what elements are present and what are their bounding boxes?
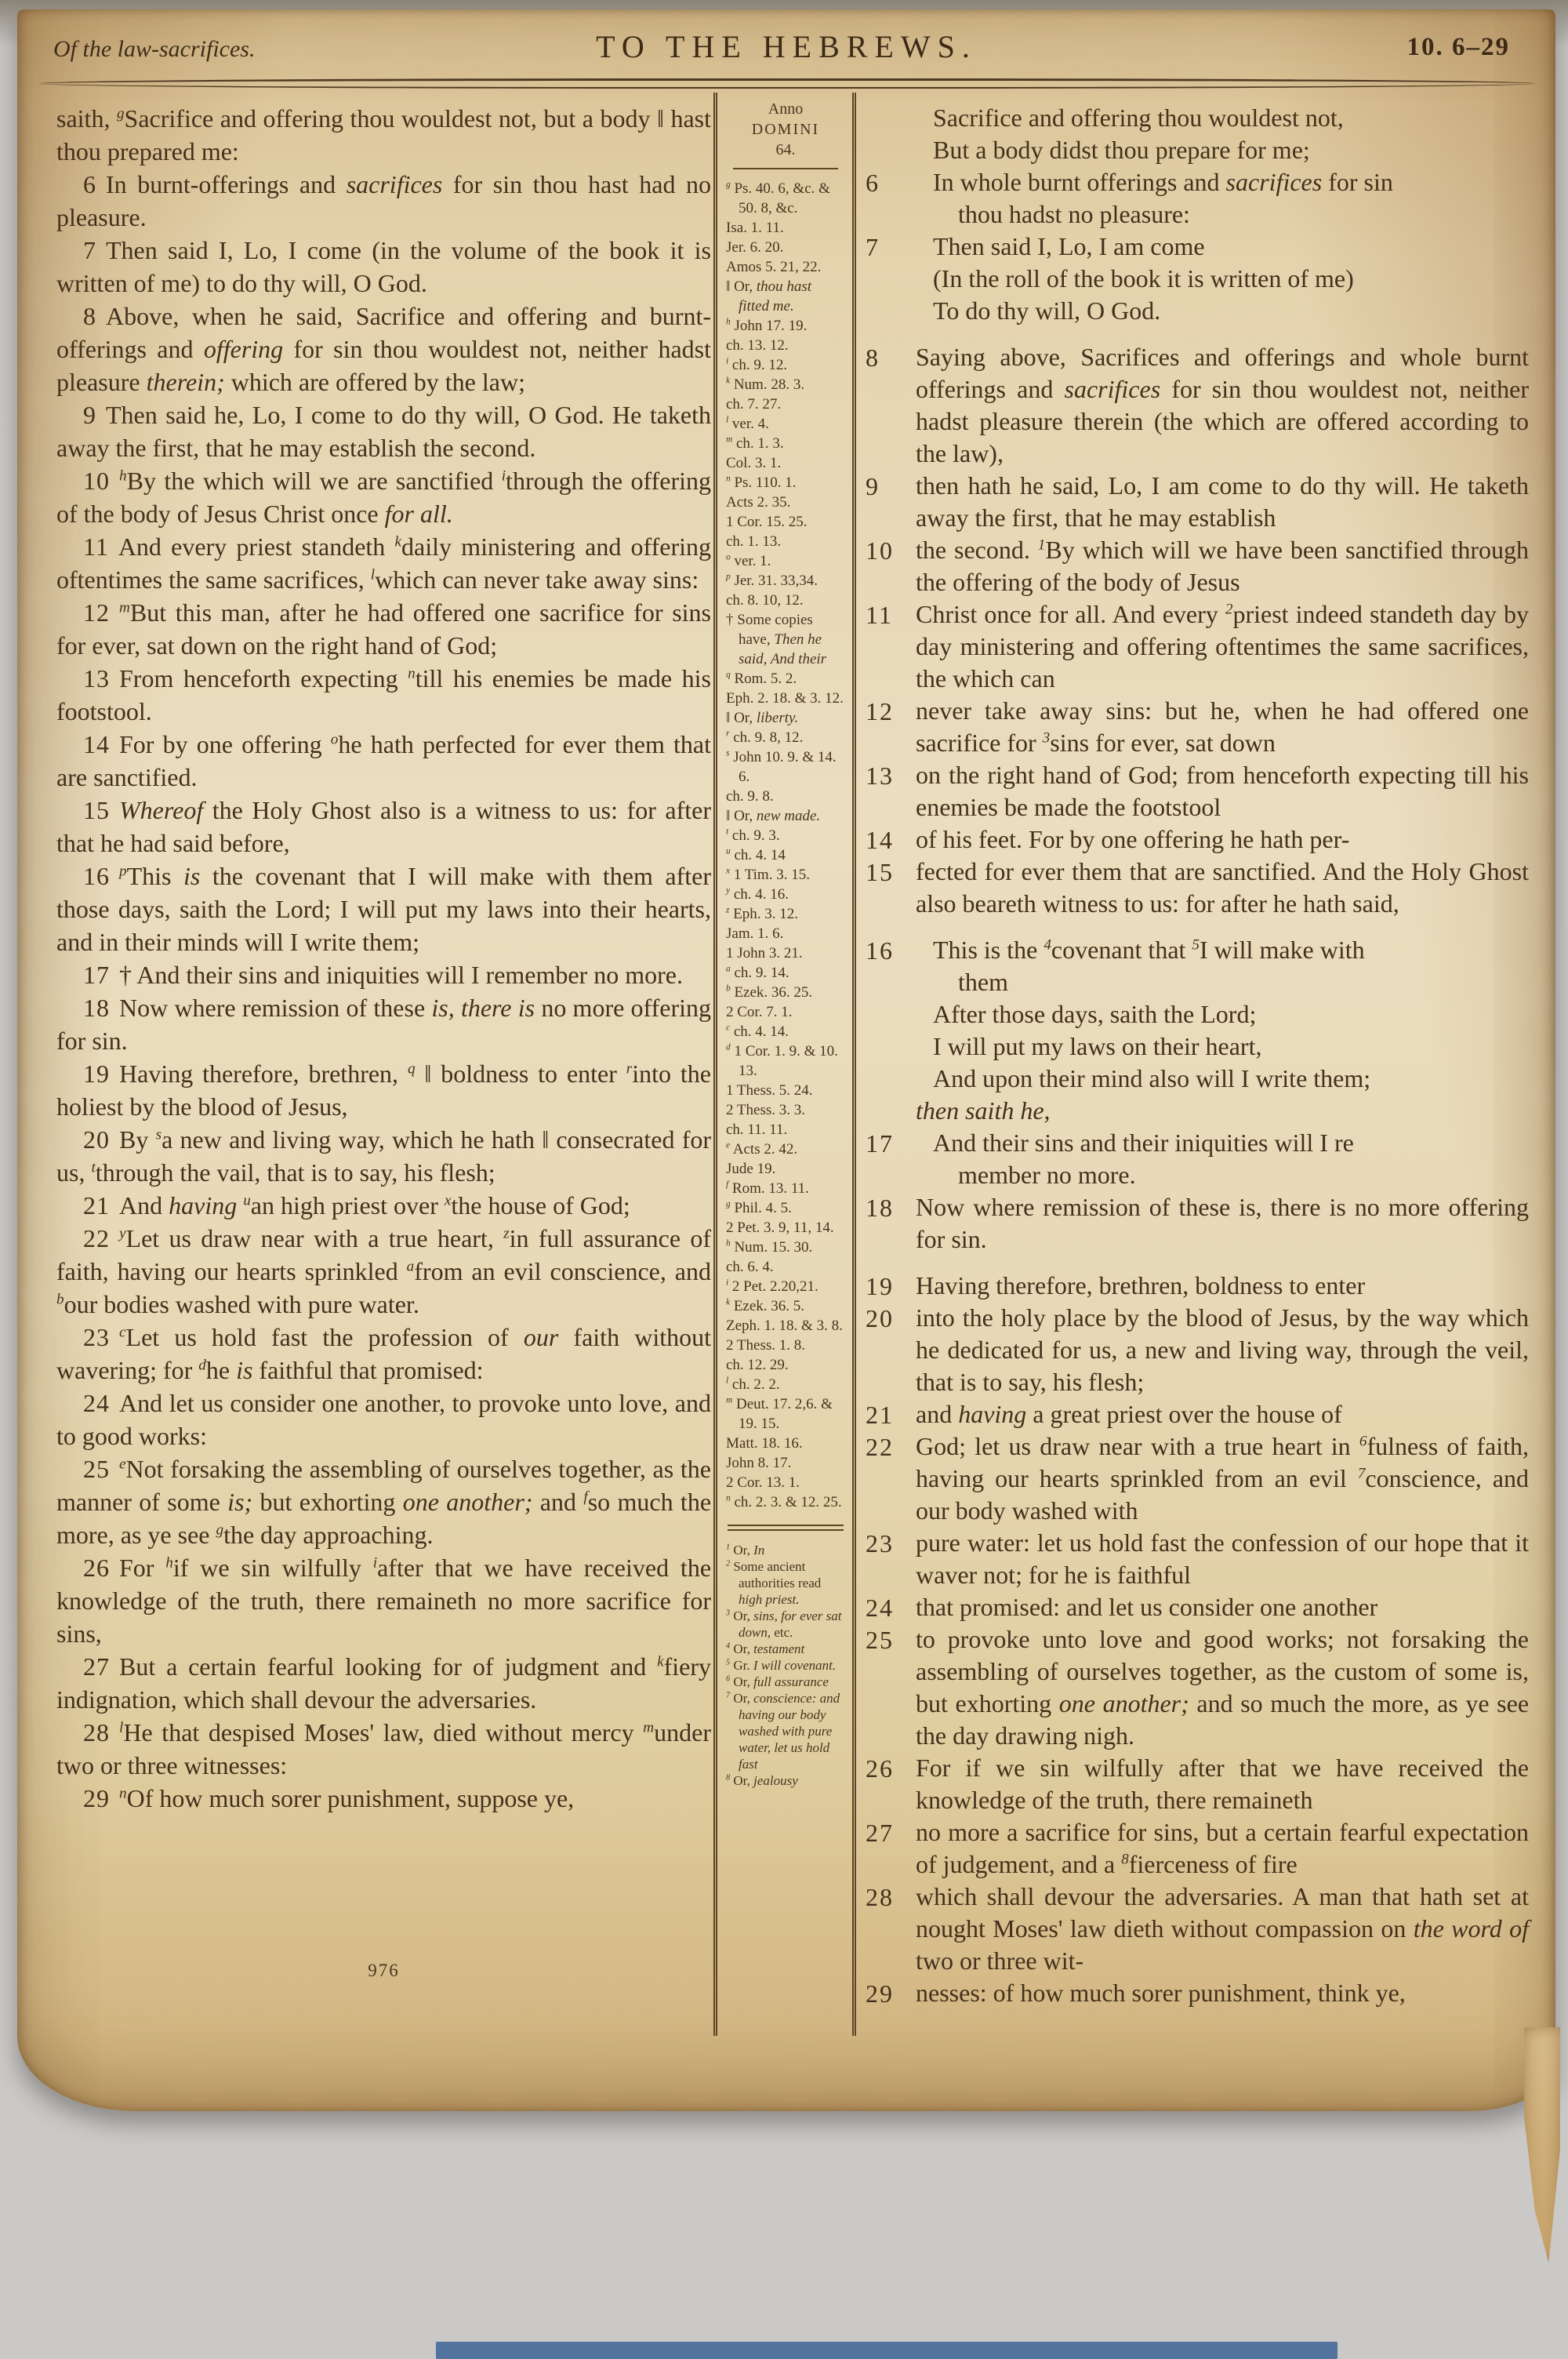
verse-text: nesses: of how much sorer punishment, think ye,: [916, 1979, 1406, 2007]
verse-paragraph: [56, 1782, 711, 1815]
verse-text: Now where remission of these is, there is no more offering for sin.: [56, 994, 712, 1055]
note-item: $^2$ Some ancient authorities read high priest.: [726, 1559, 822, 1607]
reference-item: $^s$ John 10. 9. & 14. 6.: [726, 748, 837, 785]
verse-text: Then said I, Lo, I come (in the volume of the book it is written of me) to do thy will, O God.: [56, 236, 711, 297]
verse-paragraph: [866, 823, 1529, 856]
reference-item: $^o$ ver. 1.: [726, 552, 771, 569]
reference-item: $^h$ Num. 15. 30.: [726, 1238, 813, 1256]
page-tear-edge: [1524, 2027, 1560, 2263]
note-item: $^1$ Or, In: [726, 1543, 765, 1558]
verse-number: 25: [866, 1626, 894, 1654]
reference-item: $^y$ ch. 4. 16.: [726, 885, 789, 903]
anno-rule: [733, 168, 838, 169]
verse-paragraph: [56, 1189, 711, 1222]
verse-text: $^y$Let us draw near with a true heart, $^z$in full assurance of faith, having our hearts sprinkled $^a$from an evil conscience, and $^b$our bodies washed with pure water.: [56, 1224, 712, 1318]
verse-number: 29: [866, 1979, 894, 2008]
reference-item: ch. 11. 11.: [726, 1121, 788, 1138]
verse-number: 24: [866, 1594, 894, 1622]
reference-item: 1 Cor. 15. 25.: [726, 514, 808, 530]
reference-item: ‖ Or, thou hast fitted me.: [726, 278, 812, 314]
reference-item: Eph. 2. 18. & 3. 12.: [726, 690, 844, 707]
verse-text: $^n$Of how much sorer punishment, suppose ye,: [119, 1784, 575, 1812]
reference-item: $^l$ ch. 2. 2.: [726, 1376, 780, 1393]
verse-line: thou hadst no pleasure:: [933, 200, 1190, 228]
verse-number: 12: [866, 697, 894, 725]
reference-item: $^f$ Rom. 13. 11.: [726, 1180, 809, 1197]
notes-list: [726, 1542, 845, 1789]
anno-line: DOMINI: [751, 121, 820, 138]
verse-line: And their sins and their iniquities will I re: [933, 1129, 1354, 1157]
verse-text: $^c$Let us hold fast the profession of our faith without wavering; for $^d$he is faithful that promised:: [56, 1323, 712, 1384]
reference-item: ch. 12. 29.: [726, 1357, 789, 1373]
verse-number: 21: [866, 1401, 894, 1429]
verse-text: which shall devour the adversaries. A man that hath set at nought Moses' law dieth without compassion on the word of two or three wit-: [916, 1882, 1530, 1975]
notes-separator: [728, 1525, 844, 1531]
reference-item: Matt. 18. 16.: [726, 1435, 803, 1452]
verse-paragraph: [56, 168, 711, 234]
verse-text: Then said he, Lo, I come to do thy will, O God. He taketh away the first, that he may establish the second.: [56, 401, 711, 462]
reference-item: $^m$ Deut. 17. 2,6. & 19. 15.: [726, 1395, 833, 1432]
verse-text: For $^h$if we sin wilfully $^i$after that we have received the knowledge of the truth, there remaineth no more sacrifice for sins,: [56, 1554, 712, 1648]
verse-paragraph: [866, 695, 1529, 759]
verse-paragraph: [866, 231, 1529, 327]
verse-number: 27: [83, 1652, 110, 1681]
verse-number: 18: [866, 1194, 894, 1222]
reference-item: ch. 13. 12.: [726, 337, 789, 354]
verse-text: But a certain fearful looking for of judgment and $^k$fiery indignation, which shall devour the adversaries.: [56, 1652, 711, 1714]
verse-paragraph: [56, 1650, 711, 1716]
verse-text: For if we sin wilfully after that we have received the knowledge of the truth, there remaineth: [916, 1754, 1529, 1814]
note-item: $^3$ Or, sins, for ever sat down, etc.: [726, 1608, 842, 1640]
verse-number: 9: [83, 401, 96, 429]
verse-line: I will put my laws on their heart,: [933, 1032, 1262, 1060]
header-chapter-range: 10. 6–29: [1406, 33, 1510, 61]
verse-text: pure water: let us hold fast the confession of our hope that it waver not; for he is faithful: [916, 1528, 1529, 1589]
verse-text: $^h$By the which will we are sanctified $^i$through the offering of the body of Jesus Christ once for all.: [56, 467, 712, 528]
verse-paragraph: [56, 1123, 711, 1189]
reference-item: † Some copies have, Then he said, And their: [726, 612, 827, 667]
verse-text: $^e$Not forsaking the assembling of ourselves together, as the manner of some is; but exhorting one another; and $^f$so much the more, as ye see $^g$the day approaching.: [56, 1455, 712, 1549]
verse-text: By $^s$a new and living way, which he hath ‖ consecrated for us, $^t$through the vail, that is to say, his flesh;: [56, 1125, 711, 1187]
verse-paragraph: [866, 1398, 1529, 1430]
verse-number: 15: [83, 796, 110, 824]
verse-text: of his feet. For by one offering he hath per-: [916, 825, 1350, 853]
verse-number: 16: [83, 862, 110, 890]
verse-number: 23: [83, 1323, 110, 1351]
reference-item: $^q$ Rom. 5. 2.: [726, 670, 797, 687]
verse-number: 13: [83, 664, 110, 692]
reference-item: ch. 9. 8.: [726, 788, 774, 805]
reference-item: 2 Thess. 1. 8.: [726, 1337, 805, 1354]
verse-number: 26: [83, 1554, 110, 1582]
verse-paragraph: [866, 1127, 1529, 1191]
reference-item: $^d$ 1 Cor. 1. 9. & 10. 13.: [726, 1042, 838, 1079]
verse-text: $^p$This is the covenant that I will make with them after those days, saith the Lord; I will put my laws into their hearts, and in their minds will I write them;: [56, 862, 712, 956]
reference-item: ch. 1. 13.: [726, 533, 782, 550]
verse-number: 27: [866, 1819, 894, 1847]
verse-paragraph: [56, 991, 711, 1057]
reference-item: $^u$ ch. 4. 14: [726, 846, 786, 863]
verse-number: 29: [83, 1784, 110, 1812]
verse-number: 9: [866, 472, 880, 500]
verse-text: fected for ever them that are sanctified. And the Holy Ghost also beareth witness to us: for after he hath said,: [916, 857, 1529, 918]
verse-paragraph: [866, 856, 1529, 920]
verse-text: into the holy place by the blood of Jesus, by the way which he dedicated for us, a new and living way, through the veil, that is to say, his flesh;: [916, 1303, 1529, 1396]
verse-number: 8: [866, 343, 880, 372]
reference-item: $^r$ ch. 9. 8, 12.: [726, 729, 804, 746]
verse-text: and having a great priest over the house of: [916, 1400, 1342, 1428]
reference-item: Acts 2. 35.: [726, 494, 791, 511]
references-list: [726, 179, 845, 1512]
scanner-blue-strip: [436, 2342, 1338, 2359]
verse-number: 28: [83, 1718, 110, 1747]
margin-column: [713, 93, 856, 2036]
reference-item: $^c$ ch. 4. 14.: [726, 1023, 789, 1040]
note-item: $^7$ Or, conscience: and having our body washed with pure water, let us hold fast: [726, 1691, 840, 1772]
verse-paragraph: [56, 464, 711, 530]
verse-line: Then said I, Lo, I am come: [933, 232, 1205, 260]
verse-number: 8: [83, 302, 96, 330]
verse-number: 20: [83, 1125, 110, 1154]
reference-item: 1 Thess. 5. 24.: [726, 1082, 813, 1099]
verse-paragraph: [56, 1387, 711, 1452]
note-item: $^6$ Or, full assurance: [726, 1674, 829, 1689]
verse-paragraph: [56, 102, 711, 168]
reference-item: ch. 7. 27.: [726, 396, 782, 413]
verse-text: And having $^u$an high priest over $^x$the house of God;: [119, 1191, 630, 1219]
verse-line: And upon their mind also will I write them;: [933, 1064, 1371, 1092]
reference-item: $^t$ ch. 9. 3.: [726, 827, 780, 844]
verse-number: 21: [83, 1191, 110, 1219]
verse-paragraph: [56, 794, 711, 860]
verse-text: And let us consider one another, to provoke unto love, and to good works:: [56, 1389, 711, 1450]
anno-line: Anno: [768, 100, 804, 118]
verse-number: 26: [866, 1754, 894, 1783]
book-page: [17, 9, 1555, 2111]
reference-item: $^b$ Ezek. 36. 25.: [726, 983, 813, 1001]
verse-paragraph: [866, 934, 1529, 1095]
verse-paragraph: [866, 1095, 1529, 1127]
verse-text: then hath he said, Lo, I am come to do thy will. He taketh away the first, that he may establish: [916, 471, 1529, 532]
verse-text: Christ once for all. And every $^2$priest indeed standeth day by day ministering and offering oftentimes the same sacrifices, the which can: [916, 600, 1530, 692]
verse-line: After those days, saith the Lord;: [933, 1000, 1257, 1028]
verse-text: that promised: and let us consider one another: [916, 1593, 1378, 1621]
reference-item: 2 Thess. 3. 3.: [726, 1102, 805, 1118]
verse-paragraph: [56, 1551, 711, 1650]
verse-number: 19: [866, 1272, 894, 1300]
reference-item: $^i$ 2 Pet. 2.20,21.: [726, 1278, 818, 1295]
reference-item: 1 John 3. 21.: [726, 945, 803, 961]
header-running-title: Of the law-sacrifices.: [53, 36, 256, 62]
verse-paragraph: [866, 470, 1529, 534]
reference-item: ch. 6. 4.: [726, 1259, 774, 1275]
reference-item: $^k$ Ezek. 36. 5.: [726, 1297, 805, 1314]
reference-item: $^k$ Num. 28. 3.: [726, 376, 805, 393]
verse-number: 15: [866, 858, 894, 886]
verse-text: the second. $^1$By which will we have been sanctified through the offering of the body of Jesus: [916, 536, 1530, 596]
verse-number: 20: [866, 1304, 894, 1332]
verse-paragraph: [56, 234, 711, 300]
verse-paragraph: [866, 1527, 1529, 1591]
verse-paragraph: [866, 1881, 1529, 1977]
verse-paragraph: [56, 860, 711, 958]
verse-number: 28: [866, 1883, 894, 1911]
verse-text: Saying above, Sacrifices and offerings and whole burnt offerings and sacrifices for sin thou wouldest not, neither hadst pleasure therein (the which are offered according to the law),: [916, 343, 1530, 467]
verse-paragraph: [56, 530, 711, 596]
verse-text: Whereof the Holy Ghost also is a witness to us: for after that he had said before,: [56, 796, 711, 857]
reference-item: $^n$ ch. 2. 3. & 12. 25.: [726, 1493, 842, 1510]
verse-number: 13: [866, 761, 894, 790]
verse-paragraph: [866, 1752, 1529, 1816]
verse-number: 23: [866, 1529, 894, 1558]
verse-paragraph: [866, 1191, 1529, 1256]
reference-item: 2 Cor. 7. 1.: [726, 1004, 793, 1020]
verse-line: But a body didst thou prepare for me;: [933, 136, 1310, 164]
verse-paragraph: [866, 1623, 1529, 1752]
verse-paragraph: [56, 1716, 711, 1782]
verse-line: In whole burnt offerings and sacrifices for sin: [933, 168, 1393, 196]
verse-line: This is the $^4$covenant that $^5$I will make with: [933, 936, 1365, 964]
verse-paragraph: [866, 1302, 1529, 1398]
verse-paragraph: [56, 1321, 711, 1387]
verse-paragraph: [56, 1452, 711, 1551]
reference-item: $^e$ Acts 2. 42.: [726, 1140, 798, 1158]
verse-number: 7: [83, 236, 96, 264]
reference-item: $^n$ Ps. 110. 1.: [726, 474, 797, 491]
verse-text: saith, $^g$Sacrifice and offering thou wouldest not, but a body ‖ hast thou prepared me:: [56, 104, 712, 165]
verse-text: In burnt-offerings and sacrifices for sin thou hast had no pleasure.: [56, 170, 711, 231]
verse-paragraph: [866, 534, 1529, 598]
verse-text: Having therefore, brethren, boldness to enter: [916, 1271, 1366, 1299]
verse-paragraph: [866, 1591, 1529, 1623]
verse-number: 22: [866, 1433, 894, 1461]
reference-item: ch. 8. 10, 12.: [726, 592, 804, 609]
verse-number: 10: [83, 467, 110, 495]
verse-number: 22: [83, 1224, 110, 1252]
reference-item: $^i$ ch. 9. 12.: [726, 356, 788, 373]
verse-text: Above, when he said, Sacrifice and offering and burnt-offerings and offering for sin thou wouldest not, neither hadst pleasure therein; which are offered by the law;: [56, 302, 712, 396]
verse-paragraph: [866, 1430, 1529, 1527]
verse-paragraph: [866, 1270, 1529, 1302]
reference-item: 2 Pet. 3. 9, 11, 14.: [726, 1219, 834, 1236]
verse-number: 11: [83, 533, 109, 561]
verse-text: $^l$He that despised Moses' law, died without mercy $^m$under two or three witnesses:: [56, 1718, 711, 1779]
anno-line: 64.: [775, 141, 796, 158]
verse-text: Having therefore, brethren, $^q$ ‖ boldness to enter $^r$into the holiest by the blood of Jesus,: [56, 1060, 712, 1121]
verse-text: Now where remission of these is, there is no more offering for sin.: [916, 1193, 1529, 1253]
verse-number: 17: [866, 1129, 894, 1158]
note-item: $^8$ Or, jealousy: [726, 1773, 798, 1788]
verse-paragraph: [56, 1057, 711, 1123]
reference-item: $^h$ John 17. 19.: [726, 317, 808, 334]
verse-number: 7: [866, 233, 880, 261]
verse-paragraph: [56, 1222, 711, 1321]
verse-text: no more a sacrifice for sins, but a certain fearful expectation of judgement, and a $^8$fierceness of fire: [916, 1818, 1529, 1878]
verse-paragraph: [56, 596, 711, 662]
verse-number: 19: [83, 1060, 110, 1088]
verse-paragraph: [866, 341, 1529, 470]
verse-number: 12: [83, 598, 110, 627]
verse-number: 14: [83, 730, 110, 758]
verse-text: God; let us draw near with a true heart in $^6$fulness of faith, having our hearts sprinkled from an evil $^7$conscience, and our body washed with: [916, 1432, 1530, 1525]
verse-text: then saith he,: [916, 1096, 1051, 1125]
reference-item: 2 Cor. 13. 1.: [726, 1474, 800, 1491]
verse-text: And every priest standeth $^k$daily ministering and offering oftentimes the same sacrifices, $^l$which can never take away sins:: [56, 533, 711, 594]
verse-text: never take away sins: but he, when he had offered one sacrifice for $^3$sins for ever, sat down: [916, 696, 1529, 757]
verse-line: Sacrifice and offering thou wouldest not,: [933, 104, 1344, 132]
reference-item: Jer. 6. 20.: [726, 239, 784, 256]
verse-text: on the right hand of God; from henceforth expecting till his enemies be made the footstool: [916, 761, 1529, 821]
verse-paragraph: [56, 662, 711, 728]
verse-number: 25: [83, 1455, 110, 1483]
note-item: $^5$ Gr. I will covenant.: [726, 1658, 837, 1673]
reference-item: $^a$ ch. 9. 14.: [726, 964, 789, 981]
verse-paragraph: [56, 398, 711, 464]
reference-item: $^g$ Ps. 40. 6, &c. & 50. 8, &c.: [726, 180, 830, 216]
reference-item: ‖ Or, liberty.: [726, 710, 799, 726]
verse-paragraph: [56, 958, 711, 991]
verse-number: 11: [866, 601, 893, 629]
reference-item: Col. 3. 1.: [726, 455, 782, 471]
verse-text: For by one offering $^o$he hath perfected for ever them that are sanctified.: [56, 730, 712, 791]
verse-line: member no more.: [933, 1161, 1136, 1189]
reference-item: $^m$ ch. 1. 3.: [726, 434, 784, 452]
verse-paragraph: [56, 728, 711, 794]
note-item: $^4$ Or, testament: [726, 1641, 805, 1656]
reference-item: Isa. 1. 11.: [726, 220, 784, 236]
reference-item: $^z$ Eph. 3. 12.: [726, 905, 799, 922]
reference-item: Jam. 1. 6.: [726, 925, 784, 942]
verse-paragraph: [56, 300, 711, 398]
verse-number: 10: [866, 536, 894, 565]
reference-item: ‖ Or, new made.: [726, 808, 821, 824]
verse-line: (In the roll of the book it is written of me): [933, 264, 1354, 293]
reference-item: Jude 19.: [726, 1161, 776, 1177]
verse-paragraph: [866, 598, 1529, 695]
verse-number: 6: [83, 170, 96, 198]
verse-number: 18: [83, 994, 110, 1022]
verse-line: To do thy will, O God.: [933, 296, 1161, 325]
verse-number: 6: [866, 169, 880, 197]
verse-text: From henceforth expecting $^n$till his enemies be made his footstool.: [56, 664, 712, 725]
header-book-title: TO THE HEBREWS.: [596, 29, 977, 64]
verse-line: them: [933, 968, 1008, 996]
reference-item: John 8. 17.: [726, 1455, 792, 1471]
verse-paragraph: [866, 1977, 1529, 2009]
verse-paragraph: [866, 102, 1529, 166]
reference-item: $^g$ Phil. 4. 5.: [726, 1199, 792, 1216]
reference-item: $^x$ 1 Tim. 3. 15.: [726, 866, 810, 883]
verse-paragraph: [866, 166, 1529, 231]
reference-item: $^l$ ver. 4.: [726, 415, 769, 432]
verse-paragraph: [866, 1816, 1529, 1881]
verse-number: 24: [83, 1389, 110, 1417]
rv-column: [866, 102, 1529, 2009]
header-rule: [39, 78, 1535, 89]
verse-text: † And their sins and iniquities will I remember no more.: [119, 961, 683, 989]
verse-number: 16: [866, 936, 894, 965]
reference-item: Zeph. 1. 18. & 3. 8.: [726, 1318, 843, 1334]
verse-number: 14: [866, 826, 894, 854]
reference-item: Amos 5. 21, 22.: [726, 259, 822, 275]
page-number: 976: [368, 1961, 400, 1980]
reference-item: $^p$ Jer. 31. 33,34.: [726, 572, 818, 589]
verse-text: to provoke unto love and good works; not forsaking the assembling of ourselves together, as the custom of some is, but exhorting one another; and so much the more, as ye see the day drawing nigh.: [916, 1625, 1530, 1750]
verse-number: 17: [83, 961, 110, 989]
anno-domini-block: [726, 99, 845, 169]
verse-text: $^m$But this man, after he had offered one sacrifice for sins for ever, sat down on the right hand of God;: [56, 598, 711, 660]
verse-paragraph: [866, 759, 1529, 823]
kjv-column: [56, 102, 711, 1815]
